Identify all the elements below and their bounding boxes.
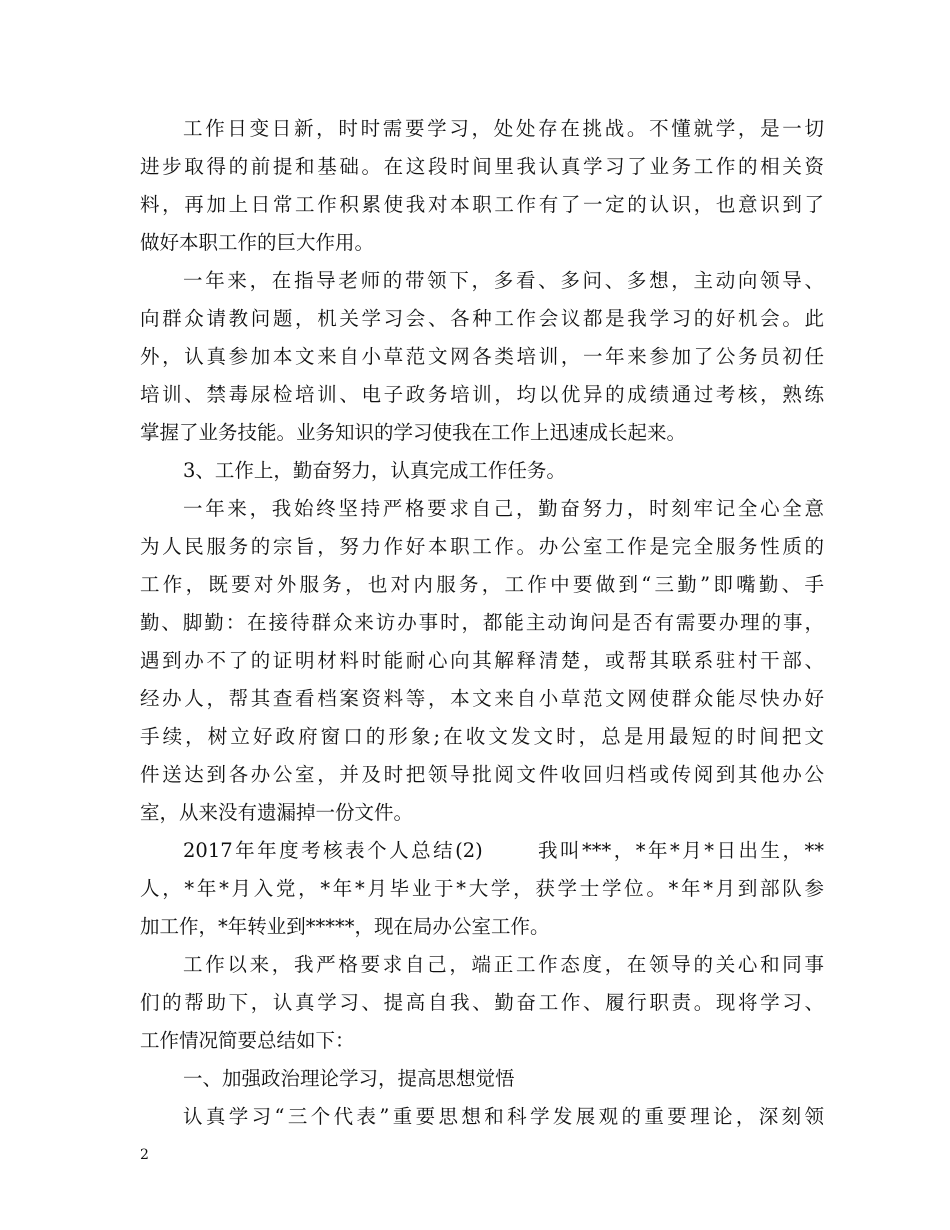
text-line: 人，*年*月入党，*年*月毕业于*大学，获学士学位。*年*月到部队参 — [140, 877, 824, 900]
text-line: 做好本职工作的巨大作用。 — [140, 231, 375, 254]
text-line: 2017年年度考核表个人总结(2) 我叫***，*年*月*日出生，** — [183, 839, 824, 862]
text-line: 料，再加上日常工作积累使我对本职工作有了一定的认识，也意识到了 — [140, 193, 824, 216]
text-line: 一年来，我始终坚持严格要求自己，勤奋努力，时刻牢记全心全意 — [183, 497, 824, 520]
page-number: 2 — [140, 1147, 149, 1163]
text-line: 手续，树立好政府窗口的形象;在收文发文时，总是用最短的时间把文 — [140, 725, 824, 748]
text-line: 认真学习“三个代表”重要思想和科学发展观的重要理论，深刻领 — [183, 1105, 824, 1128]
section-heading: 3、工作上，勤奋努力，认真完成工作任务。 — [183, 459, 566, 482]
text-line: 为人民服务的宗旨，努力作好本职工作。办公室工作是完全服务性质的 — [140, 535, 824, 558]
text-line: 培训、禁毒尿检培训、电子政务培训，均以优异的成绩通过考核，熟练 — [140, 383, 824, 406]
text-line: 遇到办不了的证明材料时能耐心向其解释清楚，或帮其联系驻村干部、 — [140, 649, 824, 672]
text-line: 加工作，*年转业到*****，现在局办公室工作。 — [140, 915, 550, 938]
text-line: 掌握了业务技能。业务知识的学习使我在工作上迅速成长起来。 — [140, 421, 687, 444]
text-line: 工作，既要对外服务，也对内服务，工作中要做到“三勤”即嘴勤、手 — [140, 573, 824, 596]
text-line: 外，认真参加本文来自小草范文网各类培训，一年来参加了公务员初任 — [140, 345, 824, 368]
text-line: 经办人，帮其查看档案资料等，本文来自小草范文网使群众能尽快办好 — [140, 687, 824, 710]
text-line: 勤、脚勤：在接待群众来访办事时，都能主动询问是否有需要办理的事， — [140, 611, 824, 634]
section-heading: 一、加强政治理论学习，提高思想觉悟 — [183, 1067, 515, 1090]
text-line: 们的帮助下，认真学习、提高自我、勤奋工作、履行职责。现将学习、 — [140, 991, 824, 1014]
text-line: 室，从来没有遗漏掉一份文件。 — [140, 801, 414, 824]
text-line: 件送达到各办公室，并及时把领导批阅文件收回归档或传阅到其他办公 — [140, 763, 824, 786]
text-line: 向群众请教问题，机关学习会、各种工作会议都是我学习的好机会。此 — [140, 307, 824, 330]
text-line: 工作日变日新，时时需要学习，处处存在挑战。不懂就学，是一切 — [183, 117, 824, 140]
text-line: 一年来，在指导老师的带领下，多看、多问、多想，主动向领导、 — [183, 269, 824, 292]
text-line: 进步取得的前提和基础。在这段时间里我认真学习了业务工作的相关资 — [140, 155, 824, 178]
text-line: 工作情况简要总结如下： — [140, 1029, 355, 1052]
text-line: 工作以来，我严格要求自己，端正工作态度，在领导的关心和同事 — [183, 953, 824, 976]
